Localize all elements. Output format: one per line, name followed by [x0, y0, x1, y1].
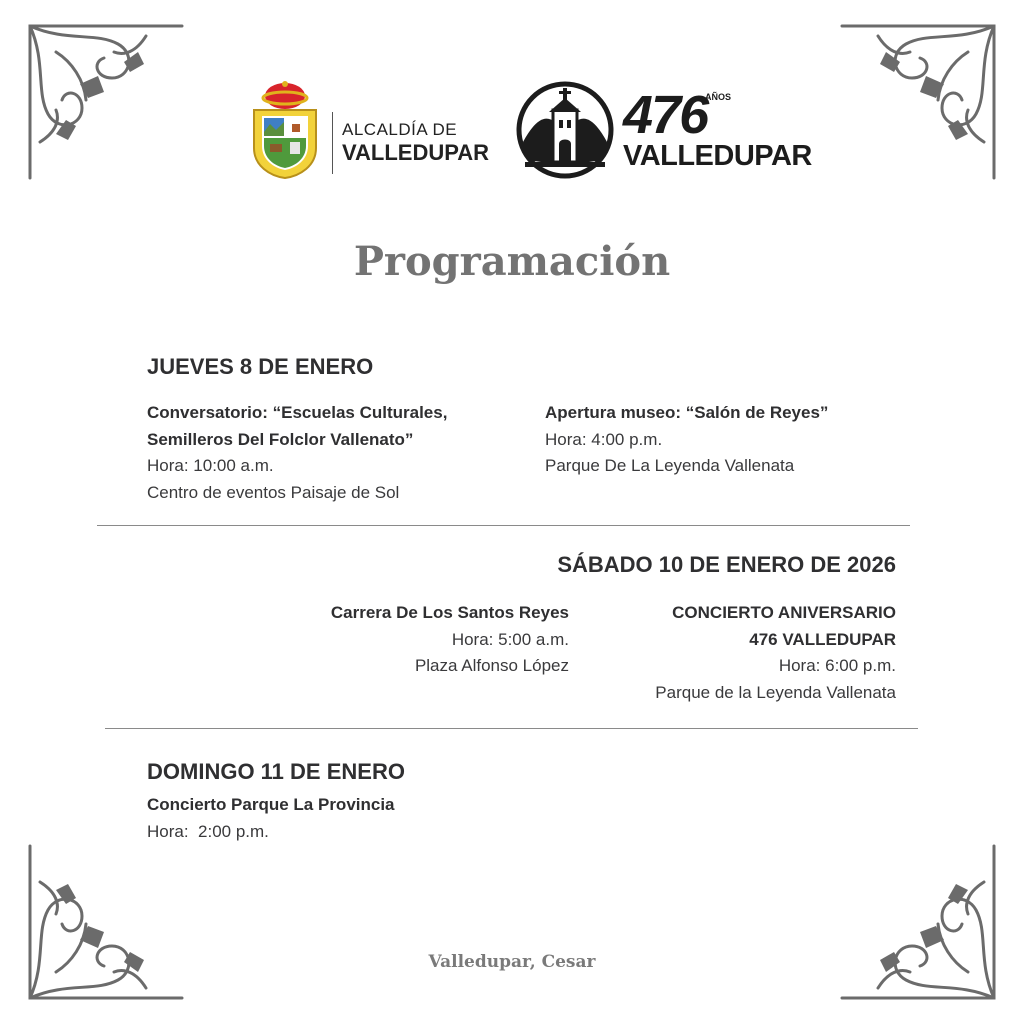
event-time: Hora: 4:00 p.m. [545, 429, 663, 449]
event-place: Parque de la Leyenda Vallenata [655, 682, 896, 702]
section-divider [97, 525, 910, 526]
event-name-line1: Concierto Parque La Provincia [147, 795, 395, 814]
event-apertura-museo [545, 400, 828, 480]
anniversary-city: VALLEDUPAR [623, 140, 812, 172]
corner-ornament-bottom-right [838, 842, 998, 1002]
event-time: Hora: 5:00 a.m. [451, 629, 569, 649]
event-time: Hora: 6:00 p.m. [778, 656, 896, 675]
alcaldia-city: VALLEDUPAR [342, 140, 490, 165]
day-heading-thursday: JUEVES 8 DE ENERO [147, 354, 374, 379]
corner-ornament-bottom-left [26, 842, 186, 1002]
event-time: Hora: 10:00 a.m. [147, 456, 274, 475]
event-place: Parque De La Leyenda Vallenata [545, 456, 795, 475]
day-heading-saturday: SÁBADO 10 DE ENERO DE 2026 [557, 552, 896, 577]
section-divider [105, 728, 918, 729]
city-crest-icon [248, 80, 322, 180]
event-name-line1: Apertura museo: “Salón de Reyes” [545, 403, 829, 422]
day-heading-sunday: DOMINGO 11 DE ENERO [147, 759, 405, 784]
church-emblem-icon [515, 80, 615, 180]
event-place: Plaza Alfonso López [414, 656, 569, 675]
event-name-line1: CONCIERTO ANIVERSARIO [672, 603, 896, 622]
corner-ornament-top-right [838, 22, 998, 182]
anniversary-suffix: AÑOS [705, 92, 732, 102]
event-place: Centro de eventos Paisaje de Sol [147, 482, 400, 502]
event-name-line1: Conversatorio: “Escuelas Culturales, [147, 403, 448, 422]
event-concierto-provincia [147, 792, 395, 845]
event-name-line2: 476 VALLEDUPAR [749, 629, 896, 649]
event-name-line2: Semilleros Del Folclor Vallenato” [147, 429, 414, 449]
event-conversatorio [147, 400, 447, 506]
event-time: Hora: 2:00 p.m. [147, 821, 269, 841]
event-concierto-aniversario [655, 600, 896, 706]
alcaldia-label: ALCALDÍA DE [342, 120, 458, 139]
event-carrera [331, 600, 569, 680]
alcaldia-logo [248, 80, 490, 180]
corner-ornament-top-left [26, 22, 186, 182]
event-name-line1: Carrera De Los Santos Reyes [330, 603, 569, 622]
page-title: Programación [353, 238, 671, 285]
footer-location: Valledupar, Cesar [428, 952, 596, 972]
logo-divider [332, 112, 333, 174]
anniversary-logo [515, 80, 812, 182]
anniversary-number: 476 [623, 85, 708, 145]
